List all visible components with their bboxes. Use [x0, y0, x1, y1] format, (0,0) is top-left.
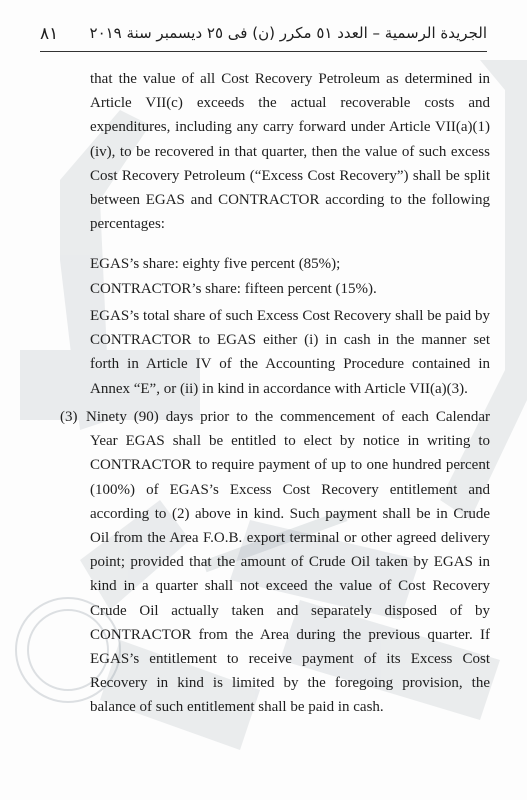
item-3-text: Ninety (90) days prior to the commencement of each Calendar Year EGAS shall be entitled to elect by notice in writing to CONTRACTOR to require payment of up to one hundred percent (100%) of EGAS’s Excess Cost Recovery entitlement and according to (2) above in kind. Such payment shall be in Crude Oil from the Area F.O.B. export terminal or other agreed delivery point; provided that the amount of Crude Oil taken by EGAS in kind in a quarter shall not exceed the value of Cost Recovery Crude Oil actually taken and separately disposed of by CONTRACTOR from the Area during the previous quarter. If EGAS’s entitlement to receive payment of its Excess Cost Recovery in kind is limited by the foregoing provision, the balance of such entitlement shall be paid in cash. [86, 409, 490, 716]
egas-share-line: EGAS’s share: eighty five percent (85%); [90, 256, 341, 272]
page-header [40, 22, 487, 46]
contractor-share-line: CONTRACTOR’s share: fifteen percent (15%). [90, 281, 377, 297]
gazette-title: الجريدة الرسمية – العدد ٥١ مكرر (ن) فى ٢٥ ديسمبر سنة ٢٠١٩ [89, 24, 487, 42]
header-rule [40, 51, 487, 52]
paragraph-egas-total-share: EGAS’s total share of such Excess Cost Recovery shall be paid by CONTRACTOR to EGAS either (i) in cash in the manner set forth in Article IV of the Accounting Procedure contained in Annex “E”, or (ii) in kind in accordance with Article VII(a)(3). [90, 308, 490, 397]
numbered-item-3 [60, 405, 490, 720]
page-number: ٨١ [40, 24, 59, 44]
item-number-label: (3) [60, 409, 78, 425]
paragraph-excess-cost-recovery: that the value of all Cost Recovery Petroleum as determined in Article VII(c) exceeds the actual recoverable costs and expenditures, including any carry forward under Article VII(a)(1) (iv), to be recovered in that quarter, then the value of such excess Cost Recovery Petroleum (“Excess Cost Recovery”) shall be split between EGAS and CONTRACTOR according to the following percentages: [90, 71, 490, 233]
